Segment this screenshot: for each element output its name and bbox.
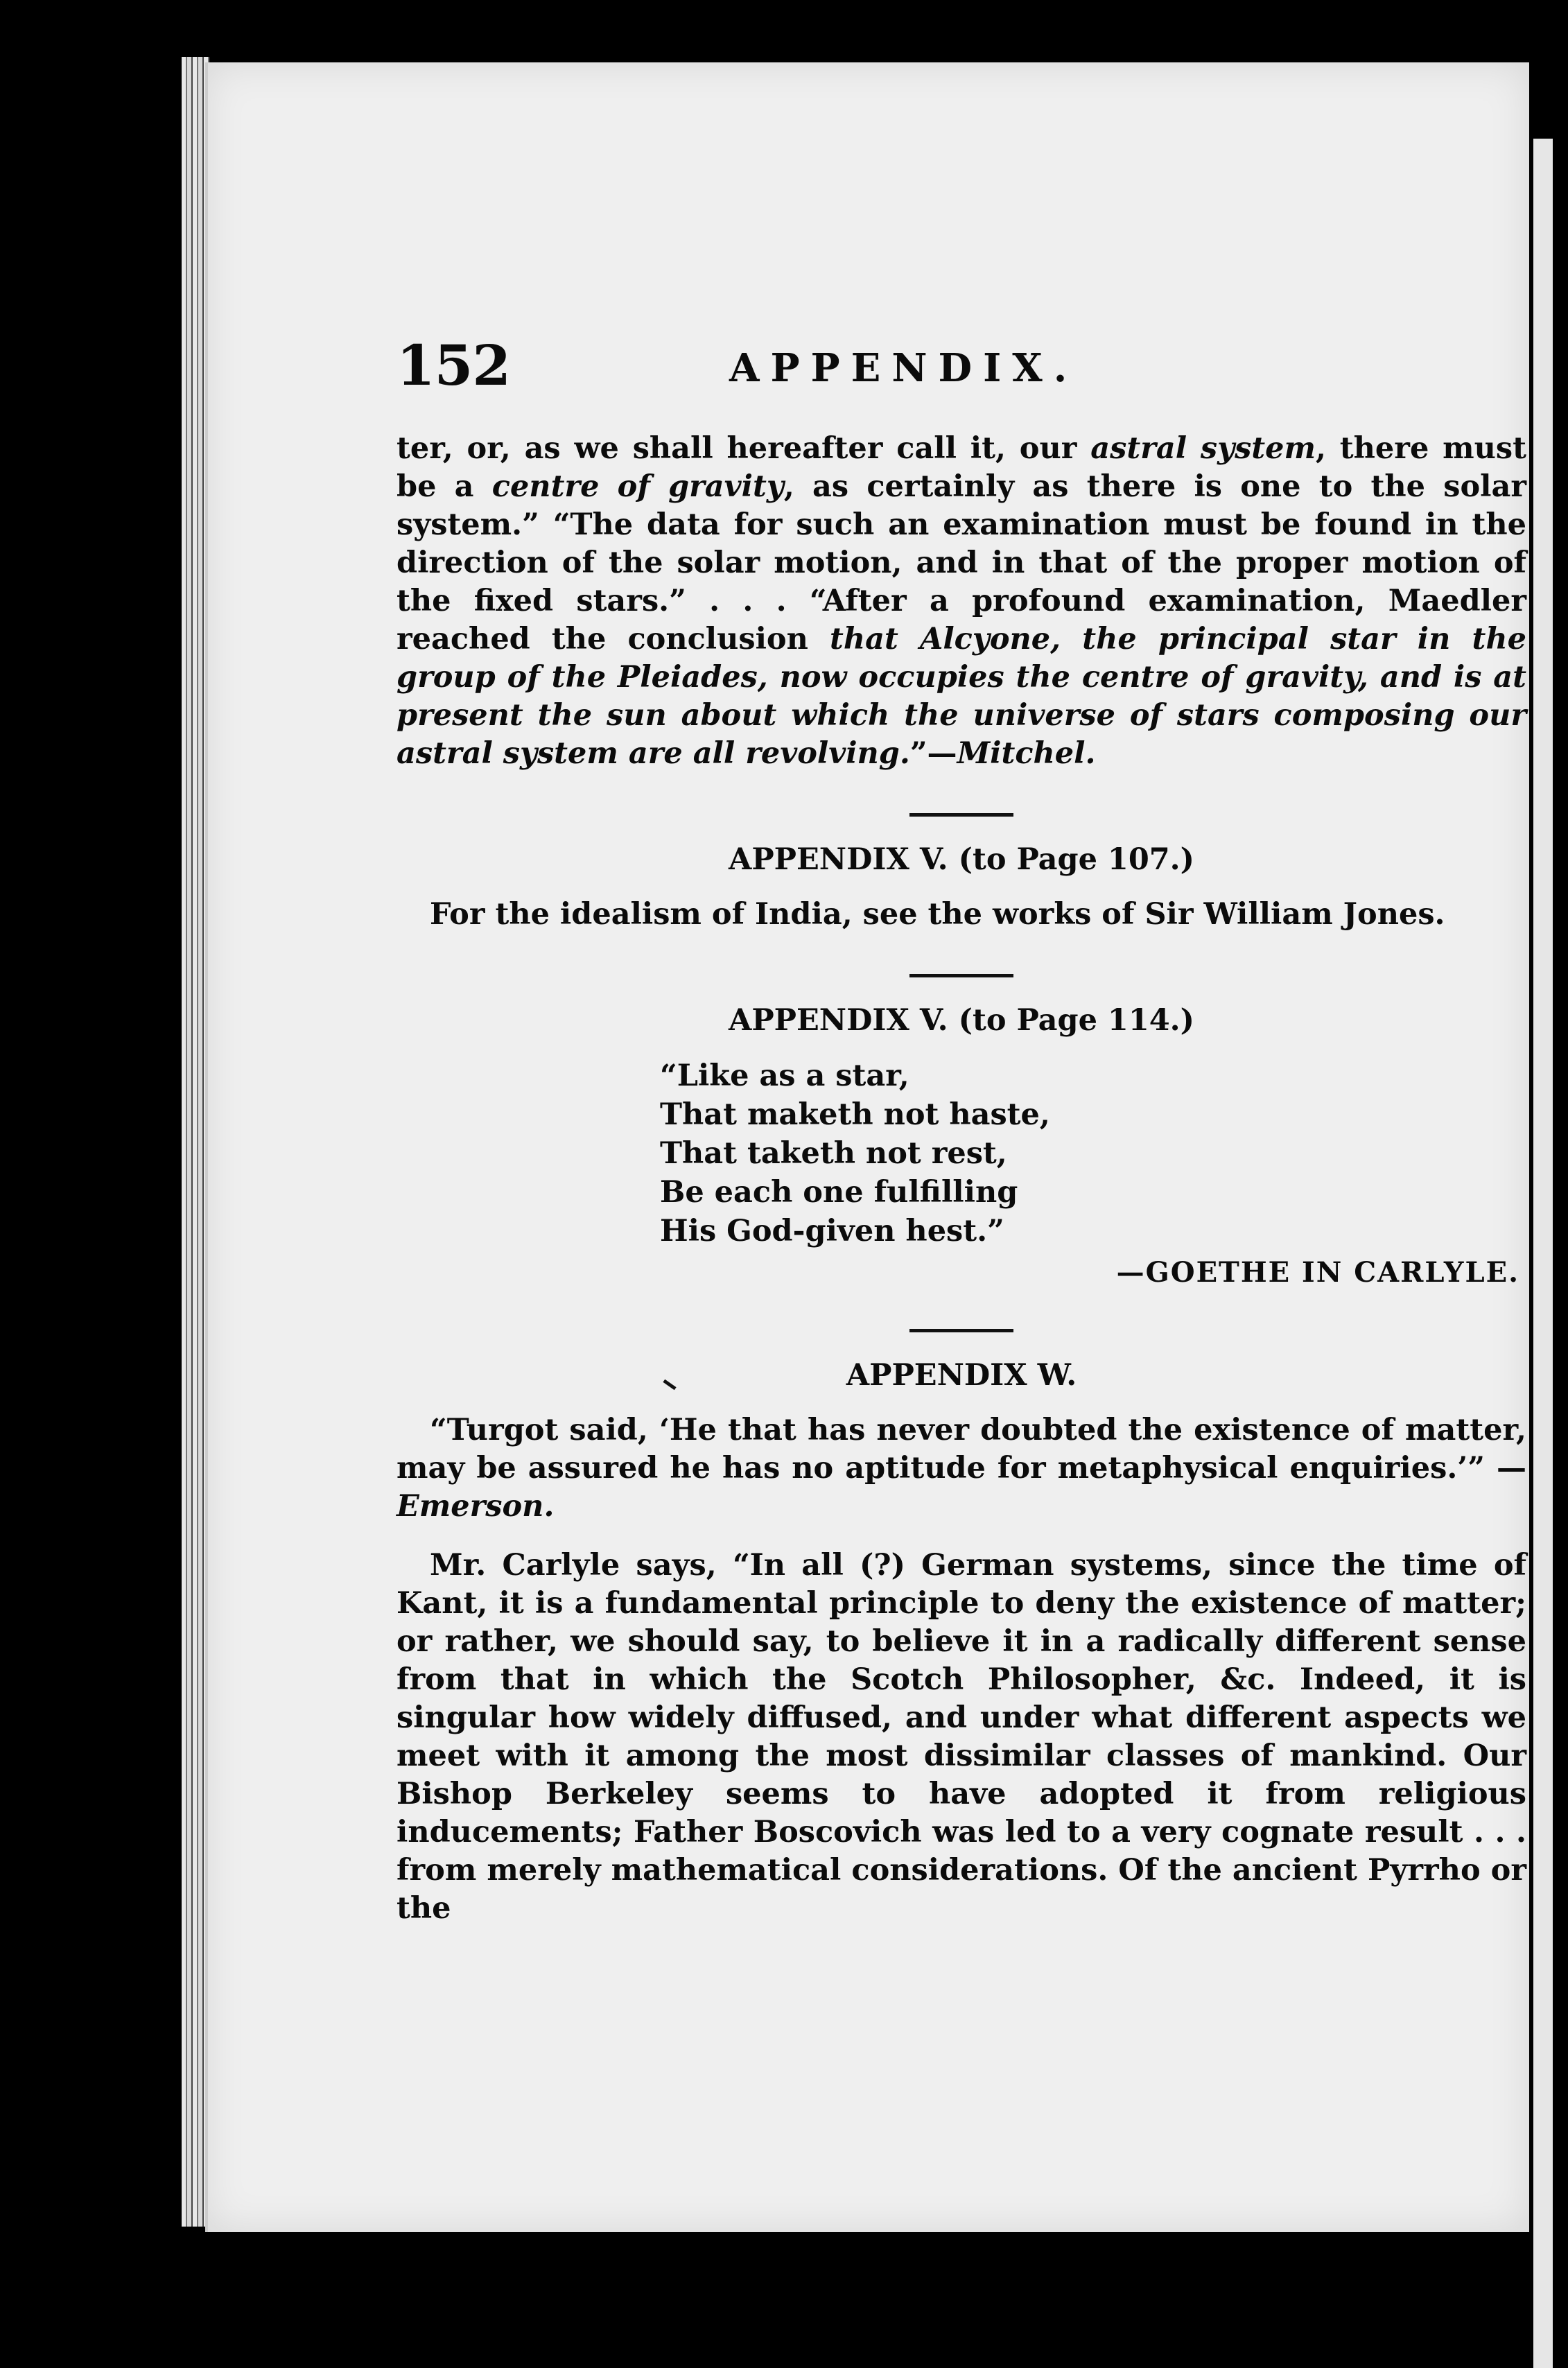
appendix-paragraph: Mr. Carlyle says, “In all (?) German systems, since the time of Kant, it is a fundamental principle to deny the existence of matter; or rather, we should say, to believe it in a radically different sense from that in which the Scotch Philosopher, &c. Indeed, it is singular how widely diffused, and under what different aspects we meet with it among the most dissimilar classes of mankind. Our Bishop Berkeley seems to have adopted it from religious inducements; Father Boscovich was led to a very cognate result . . . from merely mathematical considerations. Of the ancient Pyrrho or the <box>397 1548 1526 1926</box>
author-citation: Mitchel. <box>957 736 1096 771</box>
section-divider <box>909 974 1013 977</box>
text-run: ”— <box>909 736 957 771</box>
book-page <box>205 62 1529 2232</box>
emphasis: centre of gravity <box>491 469 784 504</box>
poem-attribution: —GOETHE IN CARLYLE. <box>1116 1256 1519 1289</box>
facing-page-edge <box>1533 139 1553 2368</box>
section-divider <box>909 1329 1013 1332</box>
poem <box>660 1056 1526 1251</box>
appendix-quote <box>397 1411 1526 1526</box>
continued-paragraph <box>397 430 1526 773</box>
appendix-heading: APPENDIX V. (to Page 107.) <box>728 842 1194 877</box>
poem-line: That maketh not haste, <box>660 1097 1050 1132</box>
emphasis: astral system <box>1090 431 1316 466</box>
text-run: , there must be a <box>397 431 1526 504</box>
appendix-heading: APPENDIX V. (to Page 114.) <box>728 1003 1194 1038</box>
poem-line: Be each one fulfilling <box>660 1175 1018 1210</box>
appendix-heading: APPENDIX W. <box>846 1358 1077 1393</box>
page-content <box>397 333 1526 1928</box>
section-divider <box>909 813 1013 817</box>
page-number: 152 <box>397 333 510 398</box>
poem-line: “Like as a star, <box>660 1059 909 1093</box>
emphasis: that Alcyone, the principal star in the group of the Pleiades, now occupies the centre of gravity, and is at present the sun about which the universe of stars composing our astral system are all revolving. <box>397 622 1526 771</box>
text-run: “Turgot said, ‘He that has never doubted the existence of matter, may be assured he has no aptitude for metaphysical enquiries.’” — <box>397 1413 1526 1486</box>
text-run: ter, or, as we shall hereafter call it, our <box>397 431 1091 466</box>
author-citation: Emerson. <box>397 1489 555 1524</box>
running-head <box>397 333 1526 430</box>
appendix-text: For the idealism of India, see the works of Sir William Jones. <box>430 897 1445 932</box>
running-title: APPENDIX. <box>729 345 1079 391</box>
poem-line: That taketh not rest, <box>660 1136 1007 1171</box>
poem-line: His God-given hest.” <box>660 1214 1004 1248</box>
text-run: , as certainly as there is one to the solar system.” “The data for such an examination must be found in the direction of the solar motion, and in that of the proper motion of the fixed stars.” . . . “After a profound examination, Maedler reached the conclusion <box>397 469 1526 656</box>
